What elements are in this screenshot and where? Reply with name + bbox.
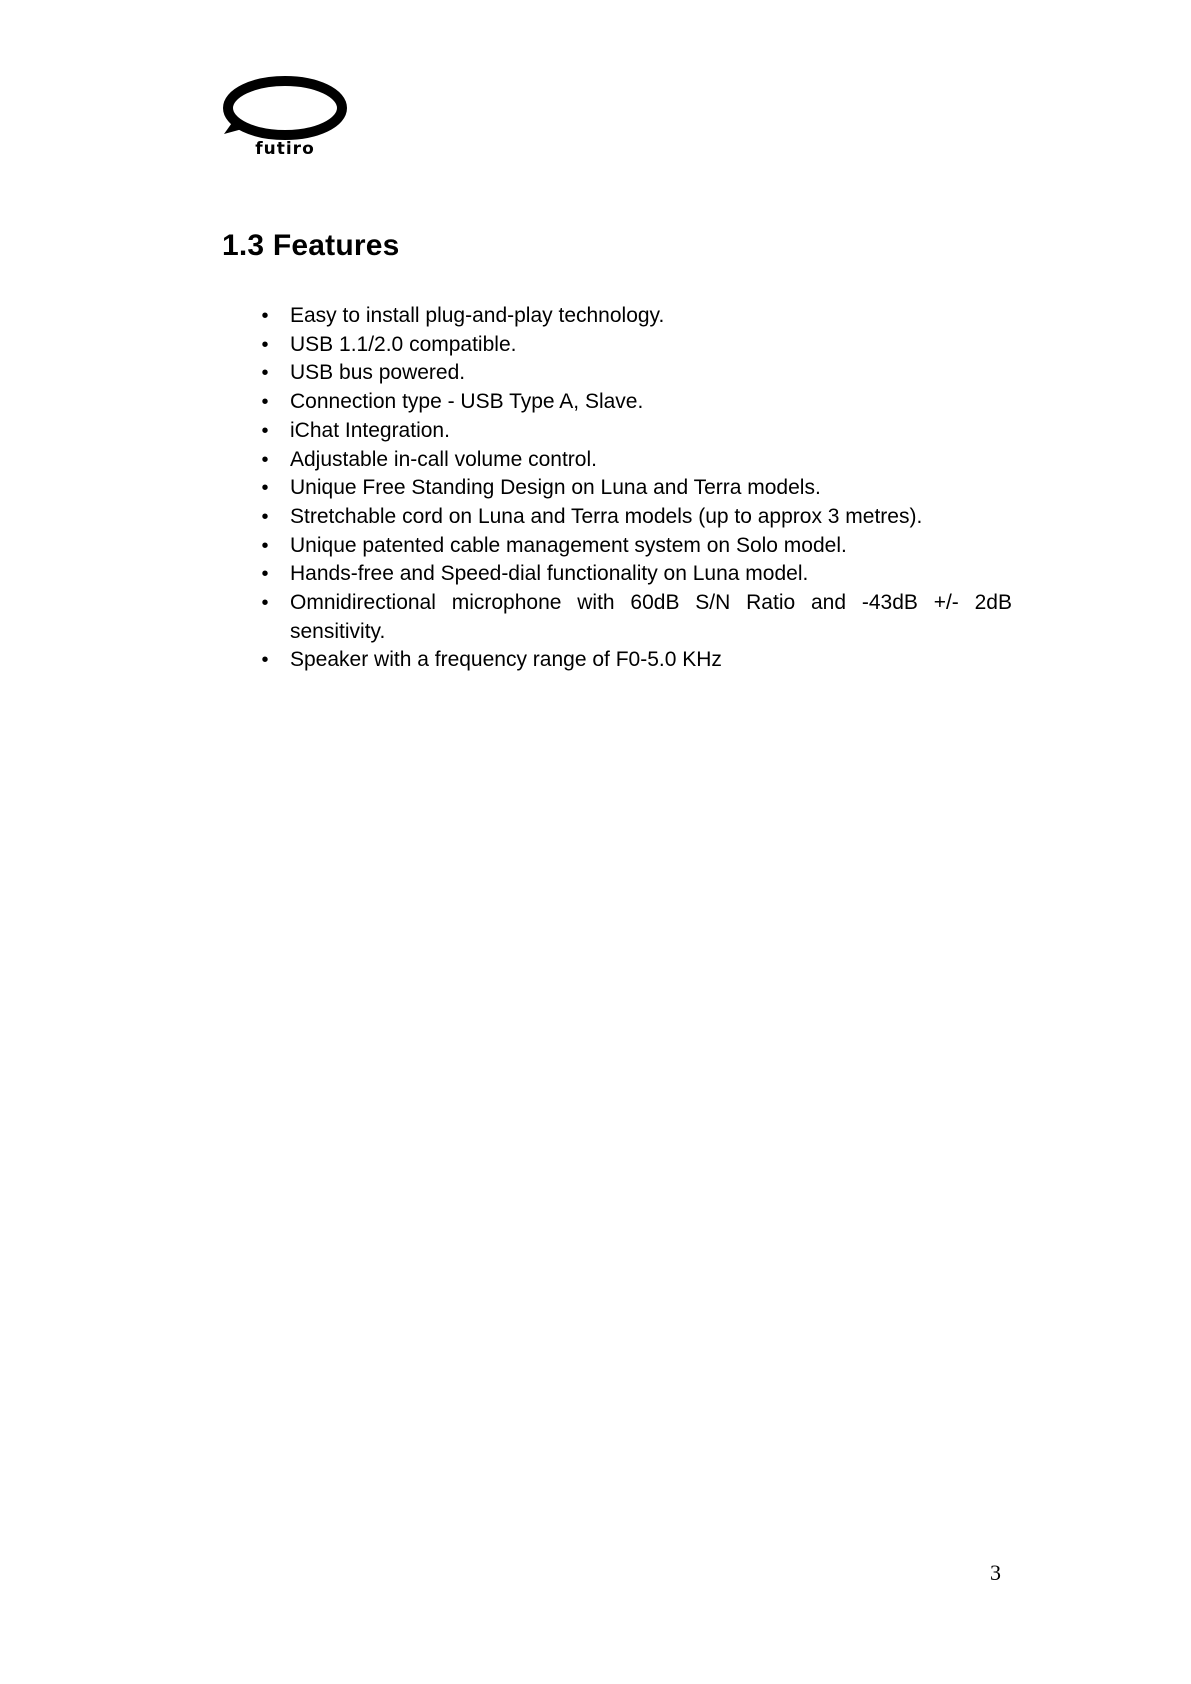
feature-item [222, 359, 1012, 388]
feature-text: Omnidirectional microphone with 60dB S/N Ratio and -43dB +/- 2dB sensitivity. [290, 591, 1012, 643]
feature-text: Unique Free Standing Design on Luna and Terra models. [290, 476, 821, 500]
bullet-icon: • [261, 563, 269, 586]
feature-item [222, 560, 1012, 589]
feature-list [222, 302, 1012, 675]
feature-item [222, 331, 1012, 360]
bullet-icon: • [261, 505, 269, 528]
bullet-icon: • [261, 391, 269, 414]
feature-text: USB bus powered. [290, 361, 466, 385]
logo-wordmark: futiro [255, 139, 315, 159]
feature-item [222, 503, 1012, 532]
section-title: 1.3 Features [222, 229, 400, 262]
feature-text: USB 1.1/2.0 compatible. [290, 332, 517, 356]
bullet-icon: • [261, 333, 269, 356]
feature-text: Stretchable cord on Luna and Terra models (up to approx 3 metres). [290, 504, 923, 528]
feature-text: Connection type - USB Type A, Slave. [290, 390, 644, 414]
bullet-icon: • [261, 649, 269, 672]
bullet-icon: • [261, 419, 269, 442]
feature-text: Adjustable in-call volume control. [290, 447, 597, 471]
feature-text: Easy to install plug-and-play technology. [290, 304, 665, 327]
futiro-logo [220, 76, 350, 160]
bullet-icon: • [261, 534, 269, 557]
feature-item [222, 474, 1012, 503]
feature-item [222, 532, 1012, 561]
bullet-icon: • [261, 592, 269, 615]
page-number: 3 [990, 1560, 1001, 1585]
feature-item [222, 302, 1012, 331]
feature-item [222, 646, 1012, 675]
feature-text: Unique patented cable management system on Solo model. [290, 533, 847, 557]
bullet-icon: • [261, 305, 269, 327]
bullet-icon: • [261, 477, 269, 500]
feature-item [222, 446, 1012, 475]
feature-item [222, 417, 1012, 446]
bullet-icon: • [261, 362, 269, 385]
feature-text: Hands-free and Speed-dial functionality on Luna model. [290, 562, 809, 586]
feature-item [222, 388, 1012, 417]
feature-text: iChat Integration. [290, 418, 450, 442]
feature-item [222, 589, 1012, 646]
feature-text: Speaker with a frequency range of F0-5.0 KHz [290, 648, 722, 672]
bullet-icon: • [261, 448, 269, 471]
speech-bubble-logo-icon [220, 76, 350, 160]
